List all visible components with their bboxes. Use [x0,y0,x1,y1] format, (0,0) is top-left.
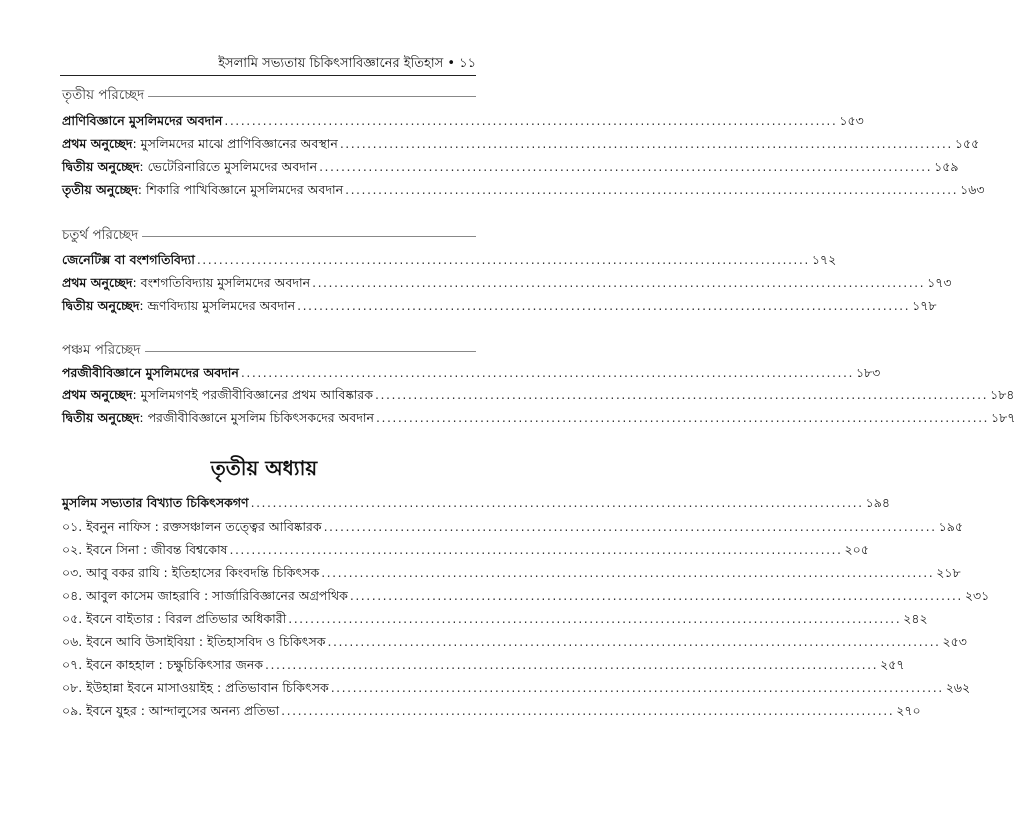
entry-page: ১৯৪ [865,495,890,510]
toc-entry [62,297,937,315]
entry-title: ০৯. ইবনে যুহর : আন্দালুসের অনন্য প্রতিভা [62,703,280,718]
dot-leader: ................................................................................................................ [297,298,911,313]
entry-title: : পরজীবীবিজ্ঞানে মুসলিম চিকিৎসকদের অবদান [139,410,375,425]
entry-title: : ভ্রূণবিদ্যায় মুসলিমদের অবদান [139,298,296,313]
dot-leader: ................................................................................................................ [196,252,810,267]
entry-title: ০২. ইবনে সিনা : জীবন্ত বিশ্বকোষ [62,542,228,557]
toc-entry [62,386,1015,404]
entry-title: ০৮. ইউহান্না ইবনে মাসাওয়াইহ : প্রতিভাবান চিকিৎসক [62,680,329,695]
entry-page: ১৫৫ [954,136,980,151]
entry-page: ২৪২ [903,611,928,626]
section-rule [142,236,476,237]
entry-page: ১৮৪ [990,387,1015,402]
entry-page: ২০৫ [844,542,869,557]
dot-leader: ................................................................................................................ [319,159,933,174]
toc-entry [62,702,921,720]
entry-lead: প্রথম অনুচ্ছেদ [62,136,133,151]
section-heading [62,341,476,359]
entry-title: মুসলিম সভ্যতার বিখ্যাত চিকিৎসকগণ [62,495,249,510]
toc-entry [62,112,864,130]
entry-page: ১৫৯ [934,159,959,174]
entry-lead: প্রথম অনুচ্ছেদ [62,387,133,402]
dot-leader: ................................................................................................................ [229,542,843,557]
entry-title: : মুসলিমদের মাঝে প্রাণিবিজ্ঞানের অবস্থান [132,136,338,151]
entry-title: ০৩. আবু বকর রাযি : ইতিহাসের কিংবদন্তি চিকিৎসক [62,565,320,580]
entry-lead: দ্বিতীয় অনুচ্ছেদ [62,159,140,174]
dot-leader: ................................................................................................................ [349,588,963,603]
toc-entry [62,494,890,512]
section-heading [62,86,476,104]
dot-leader: ................................................................................................................ [330,680,944,695]
dot-leader: ................................................................................................................ [376,410,990,425]
entry-page: ২৫৭ [880,657,905,672]
dot-leader: ................................................................................................................ [345,182,959,197]
entry-page: ১৭৮ [912,298,937,313]
entry-page: ১৮৭ [991,410,1015,425]
dot-leader: ................................................................................................................ [224,113,838,128]
entry-page: ২৭০ [896,703,921,718]
toc-entry [62,251,837,269]
toc-entry [62,679,971,697]
entry-title: জেনেটিক্স বা বংশগতিবিদ্যা [62,252,195,267]
entry-page: ২৬২ [945,680,971,695]
entry-page: ১৬৩ [960,182,985,197]
toc-entry [62,610,928,628]
entry-page: ১৭২ [811,252,837,267]
dot-leader: ................................................................................................................ [240,365,854,380]
entry-title: : মুসলিমগণই পরজীবীবিজ্ঞানের প্রথম আবিষ্কারক [132,387,374,402]
entry-lead: তৃতীয় অনুচ্ছেদ [62,182,138,197]
entry-page: ২৩১ [964,588,990,603]
entry-title: প্রাণিবিজ্ঞানে মুসলিমদের অবদান [62,113,223,128]
dot-leader: ................................................................................................................ [312,275,926,290]
section-heading [62,226,476,244]
dot-leader: ................................................................................................................ [250,495,864,510]
entry-page: ২১৮ [936,565,961,580]
entry-page: ১৮৩ [855,365,881,380]
entry-title: : শিকারি পাখিবিজ্ঞানে মুসলিমদের অবদান [137,182,344,197]
entry-title: ০৪. আবুল কাসেম জাহরাবি : সার্জারিবিজ্ঞানের অগ্রপথিক [62,588,348,603]
dot-leader: ................................................................................................................ [323,519,937,534]
section-heading-label: তৃতীয় পরিচ্ছেদ [62,86,145,103]
chapter-title: তৃতীয় অধ্যায় [210,456,318,480]
dot-leader: ................................................................................................................ [339,136,953,151]
header-rule [60,75,476,76]
section-rule [148,96,476,97]
dot-leader: ................................................................................................................ [265,657,879,672]
running-header: ইসলামি সভ্যতায় চিকিৎসাবিজ্ঞানের ইতিহাস • ১১ [218,56,476,71]
toc-entry [62,274,952,292]
toc-entry [62,364,881,382]
entry-page: ১৭৩ [927,275,952,290]
entry-page: ১৫৩ [839,113,864,128]
entry-title: ০৭. ইবনে কাহহাল : চক্ষুচিকিৎসার জনক [62,657,264,672]
entry-page: ২৫৩ [942,634,967,649]
dot-leader: ................................................................................................................ [327,634,941,649]
section-heading-label: পঞ্চম পরিচ্ছেদ [62,341,141,358]
toc-entry [62,135,980,153]
entry-page: ১৯৫ [938,519,963,534]
toc-entry [62,541,869,559]
entry-title: ০৬. ইবনে আবি উসাইবিয়া : ইতিহাসবিদ ও চিকিৎসক [62,634,326,649]
entry-title: পরজীবীবিজ্ঞানে মুসলিমদের অবদান [62,365,239,380]
entry-lead: প্রথম অনুচ্ছেদ [62,275,133,290]
toc-entry [62,158,959,176]
dot-leader: ................................................................................................................ [375,387,989,402]
entry-lead: দ্বিতীয় অনুচ্ছেদ [62,298,140,313]
entry-title: ০১. ইবনুন নাফিস : রক্তসঞ্চালন তত্ত্বের আবিষ্কারক [62,519,322,534]
entry-title: : ভেটেরিনারিতে মুসলিমদের অবদান [139,159,318,174]
toc-entry [62,633,967,651]
toc-entry [62,564,961,582]
dot-leader: ................................................................................................................ [281,703,895,718]
entry-title: ০৫. ইবনে বাইতার : বিরল প্রতিভার অধিকারী [62,611,287,626]
entry-lead: দ্বিতীয় অনুচ্ছেদ [62,410,140,425]
section-rule [145,351,477,352]
toc-entry [62,518,963,536]
toc-entry [62,181,985,199]
toc-entry [62,409,1015,427]
entry-title: : বংশগতিবিদ্যায় মুসলিমদের অবদান [132,275,311,290]
dot-leader: ................................................................................................................ [321,565,935,580]
toc-entry [62,587,990,605]
dot-leader: ................................................................................................................ [288,611,902,626]
toc-entry [62,656,905,674]
section-heading-label: চতুর্থ পরিচ্ছেদ [62,226,139,243]
